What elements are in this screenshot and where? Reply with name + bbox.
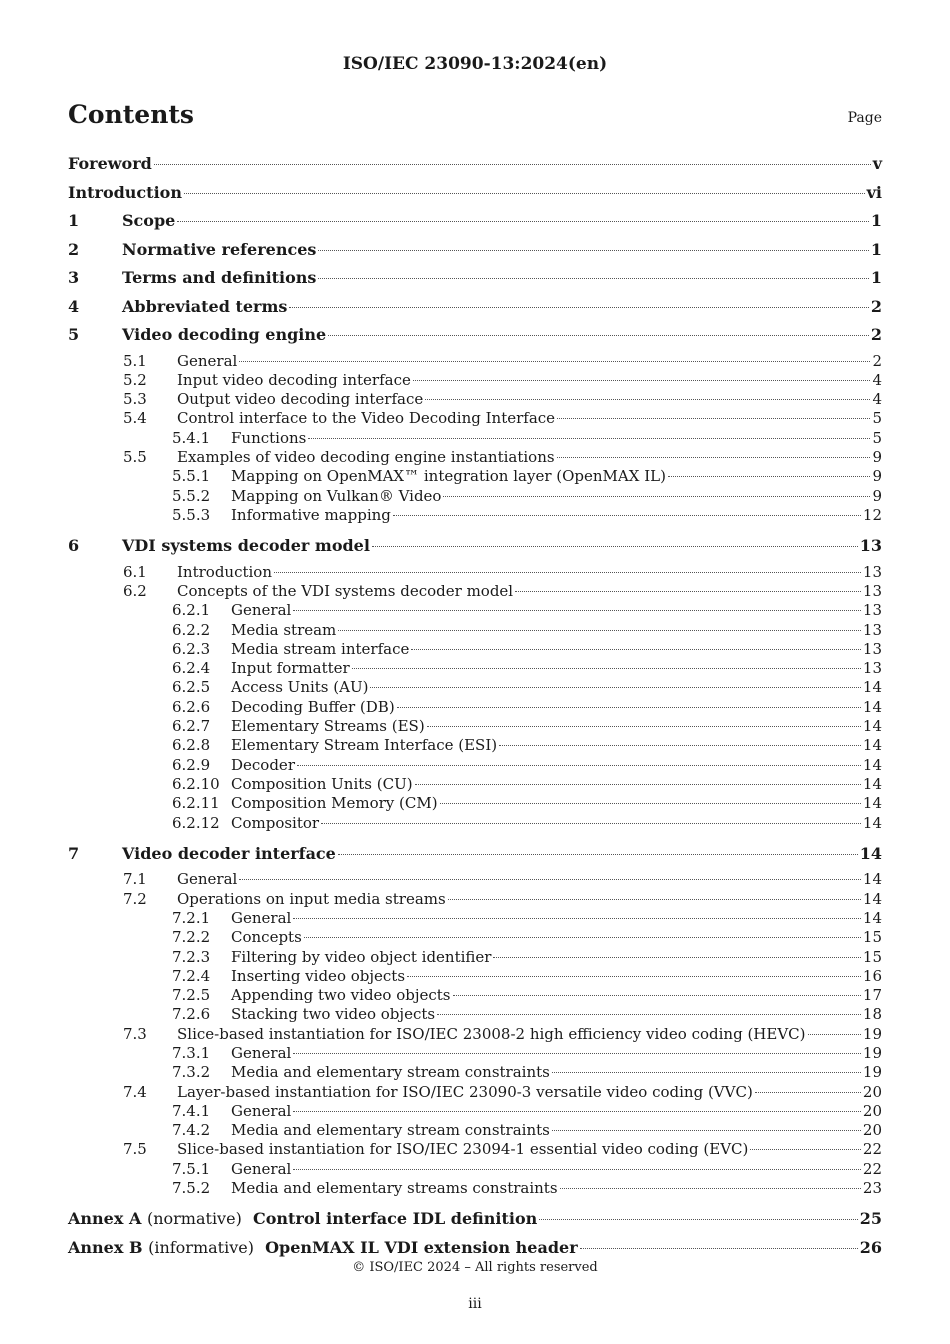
toc-entry-title: Control interface to the Video Decoding Interface xyxy=(177,409,556,428)
dot-leader xyxy=(552,1072,861,1073)
toc-entry-title: Layer-based instantiation for ISO/IEC 23090-3 versatile video coding (VVC) xyxy=(177,1082,753,1101)
toc-entry-page: 14 xyxy=(862,908,882,927)
toc-entry-title: Foreword xyxy=(68,154,152,173)
toc-entry-page: 13 xyxy=(859,536,882,556)
toc-entry[interactable] xyxy=(68,698,882,717)
toc-entry[interactable] xyxy=(68,640,882,659)
toc-entry-number: 5 xyxy=(68,325,80,344)
toc-entry-page: 20 xyxy=(862,1101,882,1120)
dot-leader xyxy=(293,1111,861,1112)
toc-entry[interactable] xyxy=(68,209,882,238)
toc-entry-page: 12 xyxy=(862,505,882,524)
toc-entry-title: Input video decoding interface xyxy=(177,370,411,389)
toc-entry-title: Informative mapping xyxy=(231,505,391,524)
dot-leader xyxy=(289,307,868,308)
dot-leader xyxy=(239,879,861,880)
toc-entry-number: 6.1 xyxy=(123,562,147,581)
toc-entry[interactable] xyxy=(68,352,882,371)
toc-entry-page: 26 xyxy=(859,1237,882,1257)
toc-entry-title: Media stream interface xyxy=(231,639,410,658)
toc-entry[interactable] xyxy=(68,814,882,833)
toc-entry[interactable] xyxy=(68,295,882,324)
page-number: iii xyxy=(468,1296,482,1312)
toc-entry-page: 13 xyxy=(862,562,882,581)
dot-leader xyxy=(352,668,861,669)
toc-entry-page: 14 xyxy=(862,736,882,755)
annex-label: Annex A xyxy=(68,1209,142,1229)
toc-entry-number: 5.5.2 xyxy=(172,486,211,505)
toc-entry-page: 16 xyxy=(862,966,882,985)
toc-entry[interactable] xyxy=(68,323,882,352)
toc-entry-number: 6.2.7 xyxy=(172,717,211,736)
toc-entry[interactable] xyxy=(68,390,882,409)
toc-entry-title: Elementary Stream Interface (ESI) xyxy=(231,736,498,755)
toc-entry[interactable] xyxy=(68,775,882,794)
toc-entry-page: 2 xyxy=(872,351,882,370)
dot-leader xyxy=(293,610,861,611)
toc-entry-title: Slice-based instantiation for ISO/IEC 23094-1 essential video coding (EVC) xyxy=(177,1140,749,1159)
toc-entry[interactable] xyxy=(68,1044,882,1063)
toc-entry-page: 19 xyxy=(862,1063,882,1082)
dot-leader xyxy=(393,515,861,516)
dot-leader xyxy=(539,1219,857,1220)
toc-entry-page: 14 xyxy=(862,697,882,716)
copyright-footer: © ISO/IEC 2024 – All rights reserved xyxy=(352,1260,598,1275)
toc-entry[interactable] xyxy=(68,1063,882,1082)
toc-entry-title: Media and elementary stream constraints xyxy=(231,1121,550,1140)
annex-title: Control interface IDL definition xyxy=(252,1209,538,1229)
annex-qualifier: (informative) xyxy=(148,1237,254,1257)
toc-entry-title: General xyxy=(231,1101,292,1120)
toc-entry[interactable] xyxy=(68,1102,882,1121)
toc-entry[interactable] xyxy=(68,1179,882,1198)
toc-entry[interactable] xyxy=(68,1207,882,1236)
dot-leader xyxy=(552,1130,861,1131)
toc-entry-page: 1 xyxy=(870,239,882,259)
toc-entry-title: Input formatter xyxy=(231,659,350,678)
dot-leader xyxy=(321,823,861,824)
dot-leader xyxy=(750,1149,861,1150)
toc-entry-page: 1 xyxy=(870,211,882,230)
toc-entry-page: 19 xyxy=(862,1044,882,1062)
toc-entry-number: 6.2.6 xyxy=(172,697,211,716)
dot-leader xyxy=(328,335,869,336)
toc-entry-title: Operations on input media streams xyxy=(177,889,446,908)
toc-entry[interactable] xyxy=(68,870,882,889)
toc-entry-page: 22 xyxy=(862,1159,882,1178)
toc-entry-title: General xyxy=(231,1159,292,1178)
dot-leader xyxy=(668,476,871,477)
toc-entry-title: Inserting video objects xyxy=(231,966,406,985)
dot-leader xyxy=(427,726,861,727)
contents-title: Contents xyxy=(68,100,195,129)
toc-entry-title: Terms and definitions xyxy=(122,268,317,287)
toc-entry-page: 14 xyxy=(862,889,882,908)
toc-gap xyxy=(68,1198,882,1207)
annex-title: OpenMAX IL VDI extension header xyxy=(265,1237,578,1257)
toc-entry-number: 6.2.5 xyxy=(172,678,211,697)
toc-entry-page: 13 xyxy=(862,639,882,658)
toc-entry-page: 5 xyxy=(872,428,882,447)
dot-leader xyxy=(755,1092,861,1093)
dot-leader xyxy=(437,1014,861,1015)
dot-leader xyxy=(318,278,868,279)
toc-entry-title: General xyxy=(231,1044,292,1062)
toc-entry-page: 15 xyxy=(862,947,882,966)
toc-entry-page: 14 xyxy=(862,870,882,889)
toc-entry[interactable] xyxy=(68,371,882,390)
toc-entry[interactable] xyxy=(68,909,882,928)
toc-entry-number: 5.3 xyxy=(123,390,147,409)
dot-leader xyxy=(448,899,861,900)
toc-entry-number: 6.2.12 xyxy=(172,813,220,832)
toc-entry[interactable] xyxy=(68,928,882,947)
toc-entry-number: 5.5.1 xyxy=(172,467,211,486)
dot-leader xyxy=(338,630,861,631)
toc-entry-number: 5.4 xyxy=(123,409,147,428)
toc-entry[interactable] xyxy=(68,534,882,563)
toc-entry-title: General xyxy=(177,351,238,370)
toc-entry-title: General xyxy=(177,870,238,889)
toc-entry-number: 3 xyxy=(68,268,80,287)
toc-entry-page: 14 xyxy=(862,813,882,832)
toc-gap xyxy=(68,833,882,842)
toc-entry-page: 20 xyxy=(862,1121,882,1140)
toc-entry-title xyxy=(68,1236,578,1260)
dot-leader xyxy=(580,1248,858,1249)
toc-entry-title: General xyxy=(231,908,292,927)
toc-entry-number: 7.2.4 xyxy=(172,966,211,985)
toc-entry-number: 6.2 xyxy=(123,581,147,600)
toc-entry-title: Decoding Buffer (DB) xyxy=(231,697,395,716)
toc-entry-page: 14 xyxy=(862,794,882,813)
toc-entry-number: 7.2.3 xyxy=(172,947,211,966)
dot-leader xyxy=(453,995,861,996)
toc-entry[interactable] xyxy=(68,152,882,181)
toc-entry-page: 18 xyxy=(862,1005,882,1024)
toc-entry-number: 5.1 xyxy=(123,351,147,370)
toc-entry-number: 7.3.1 xyxy=(172,1044,211,1062)
toc-entry-number: 7.2 xyxy=(123,889,147,908)
toc-entry-number: 6.2.8 xyxy=(172,736,211,755)
dot-leader xyxy=(297,765,861,766)
annex-qualifier: (normative) xyxy=(146,1209,242,1229)
toc-entry-page: 14 xyxy=(859,843,882,863)
toc-entry-title: VDI systems decoder model xyxy=(122,536,370,556)
toc-entry-number: 6.2.9 xyxy=(172,755,211,774)
dot-leader xyxy=(515,591,861,592)
dot-leader xyxy=(370,687,860,688)
toc-entry-page: 13 xyxy=(862,601,882,620)
toc-entry-page: 14 xyxy=(862,774,882,793)
toc-entry-title: Functions xyxy=(231,428,307,447)
toc-entry-number: 7.2.6 xyxy=(172,1005,211,1024)
toc-entry-number: 7.3.2 xyxy=(172,1063,211,1082)
dot-leader xyxy=(177,221,869,222)
toc-entry-title: Scope xyxy=(122,211,176,230)
toc-entry[interactable] xyxy=(68,1160,882,1179)
toc-entry-title: Examples of video decoding engine instantiations xyxy=(177,447,555,466)
toc-entry-page: 25 xyxy=(859,1209,882,1229)
toc-entry-title: Concepts xyxy=(231,928,302,947)
toc-entry-number: 7.1 xyxy=(123,870,147,889)
toc-entry-number: 6.2.11 xyxy=(172,794,220,813)
toc-entry-number: 6.2.2 xyxy=(172,620,211,639)
toc-entry[interactable] xyxy=(68,429,882,448)
toc-entry[interactable] xyxy=(68,467,882,486)
toc-entry[interactable] xyxy=(68,948,882,967)
toc-entry-number: 7.2.1 xyxy=(172,908,211,927)
toc-entry-number: 2 xyxy=(68,239,80,259)
dot-leader xyxy=(338,854,858,855)
page-column-label: Page xyxy=(847,110,882,126)
dot-leader xyxy=(415,784,861,785)
toc-entry-number: 6.2.10 xyxy=(172,774,220,793)
toc-entry[interactable] xyxy=(68,842,882,871)
toc-entry-title: Compositor xyxy=(231,813,320,832)
annex-label: Annex B xyxy=(68,1237,143,1257)
toc-entry-title: Introduction xyxy=(177,562,272,581)
table-of-contents xyxy=(68,152,882,1264)
toc-entry[interactable] xyxy=(68,621,882,640)
dot-leader xyxy=(154,164,871,165)
toc-entry-page: 2 xyxy=(870,296,882,316)
toc-entry-number: 7.4 xyxy=(123,1082,147,1101)
toc-entry-number: 7.5.2 xyxy=(172,1179,211,1198)
toc-entry[interactable] xyxy=(68,506,882,525)
document-id: ISO/IEC 23090-13:2024(en) xyxy=(342,54,608,74)
toc-entry-page: 2 xyxy=(870,325,882,344)
toc-entry-title: Concepts of the VDI systems decoder model xyxy=(177,581,514,600)
toc-entry[interactable] xyxy=(68,563,882,582)
toc-entry-page: 9 xyxy=(872,447,882,466)
toc-entry[interactable] xyxy=(68,582,882,601)
toc-entry-title: Filtering by video object identifier xyxy=(231,947,492,966)
toc-entry[interactable] xyxy=(68,1083,882,1102)
toc-entry[interactable] xyxy=(68,967,882,986)
toc-entry-page: 14 xyxy=(862,755,882,774)
toc-entry-title: Abbreviated terms xyxy=(122,296,288,316)
toc-entry-title: Mapping on Vulkan® Video xyxy=(231,486,442,505)
dot-leader xyxy=(808,1034,861,1035)
toc-entry-number: 7 xyxy=(68,843,80,863)
dot-leader xyxy=(411,649,861,650)
toc-entry-title: Elementary Streams (ES) xyxy=(231,717,425,736)
dot-leader xyxy=(293,1169,861,1170)
dot-leader xyxy=(293,918,861,919)
toc-entry-page: 22 xyxy=(862,1140,882,1159)
dot-leader xyxy=(557,457,871,458)
toc-entry-title: Stacking two video objects xyxy=(231,1005,436,1024)
toc-entry-page: 9 xyxy=(872,486,882,505)
dot-leader xyxy=(413,380,871,381)
toc-entry[interactable] xyxy=(68,986,882,1005)
dot-leader xyxy=(443,496,870,497)
dot-leader xyxy=(557,418,870,419)
toc-entry-page: 13 xyxy=(862,659,882,678)
dot-leader xyxy=(184,193,865,194)
toc-entry-number: 7.2.2 xyxy=(172,928,211,947)
toc-entry[interactable] xyxy=(68,238,882,267)
toc-entry[interactable] xyxy=(68,448,882,467)
toc-entry-page: 15 xyxy=(862,928,882,947)
toc-entry-page: 5 xyxy=(872,409,882,428)
toc-entry[interactable] xyxy=(68,487,882,506)
toc-entry-page: 13 xyxy=(862,620,882,639)
toc-entry-number: 5.2 xyxy=(123,370,147,389)
toc-entry-number: 5.5 xyxy=(123,447,147,466)
toc-entry-title: Access Units (AU) xyxy=(231,678,369,697)
dot-leader xyxy=(293,1053,861,1054)
toc-entry-number: 6.2.1 xyxy=(172,601,211,620)
toc-entry-number: 6.2.4 xyxy=(172,659,211,678)
toc-entry-title: Video decoder interface xyxy=(122,843,336,863)
toc-entry[interactable] xyxy=(68,601,882,620)
toc-entry-number: 7.4.1 xyxy=(172,1101,211,1120)
dot-leader xyxy=(308,438,870,439)
toc-entry-number: 5.5.3 xyxy=(172,505,211,524)
dot-leader xyxy=(239,361,870,362)
toc-entry-number: 6 xyxy=(68,536,80,556)
toc-entry[interactable] xyxy=(68,1025,882,1044)
toc-entry-number: 4 xyxy=(68,296,80,316)
toc-entry-title: Appending two video objects xyxy=(231,986,451,1005)
dot-leader xyxy=(274,572,861,573)
toc-entry[interactable] xyxy=(68,659,882,678)
toc-entry[interactable] xyxy=(68,756,882,775)
toc-entry-page: 23 xyxy=(862,1179,882,1198)
dot-leader xyxy=(560,1188,861,1189)
toc-entry-page: 20 xyxy=(862,1082,882,1101)
toc-entry-title: Video decoding engine xyxy=(122,325,327,344)
dot-leader xyxy=(304,937,861,938)
toc-entry-page: 9 xyxy=(872,467,882,486)
toc-entry-title xyxy=(68,1207,537,1231)
toc-entry-number: 7.5.1 xyxy=(172,1159,211,1178)
toc-entry-title: Composition Memory (CM) xyxy=(231,794,438,813)
toc-entry[interactable] xyxy=(68,890,882,909)
toc-entry-page: 19 xyxy=(862,1024,882,1043)
dot-leader xyxy=(397,707,861,708)
toc-entry-title: Media and elementary streams constraints xyxy=(231,1179,558,1198)
toc-entry-number: 1 xyxy=(68,211,80,230)
toc-entry[interactable] xyxy=(68,1140,882,1159)
dot-leader xyxy=(499,745,861,746)
dot-leader xyxy=(493,957,860,958)
toc-entry-title: Slice-based instantiation for ISO/IEC 23008-2 high efficiency video coding (HEVC) xyxy=(177,1024,806,1043)
dot-leader xyxy=(318,250,868,251)
toc-entry-title: Mapping on OpenMAX™ integration layer (OpenMAX IL) xyxy=(231,467,666,486)
dot-leader xyxy=(440,803,861,804)
toc-entry-title: Media and elementary stream constraints xyxy=(231,1063,550,1082)
toc-entry[interactable] xyxy=(68,181,882,210)
toc-entry-number: 7.4.2 xyxy=(172,1121,211,1140)
toc-entry-page: vi xyxy=(866,182,882,202)
toc-entry-title: Media stream xyxy=(231,620,337,639)
toc-entry-title: Normative references xyxy=(122,239,317,259)
toc-entry[interactable] xyxy=(68,794,882,813)
toc-entry-number: 6.2.3 xyxy=(172,639,211,658)
toc-entry-number: 5.4.1 xyxy=(172,428,211,447)
toc-entry[interactable] xyxy=(68,409,882,428)
dot-leader xyxy=(407,976,861,977)
toc-entry[interactable] xyxy=(68,678,882,697)
toc-entry-page: 14 xyxy=(862,678,882,697)
toc-entry-title: Composition Units (CU) xyxy=(231,774,413,793)
toc-entry-page: 4 xyxy=(872,390,882,409)
toc-entry-page: 4 xyxy=(872,370,882,389)
toc-entry[interactable] xyxy=(68,736,882,755)
dot-leader xyxy=(372,546,858,547)
toc-entry-page: 1 xyxy=(870,268,882,287)
toc-entry-page: 17 xyxy=(862,986,882,1005)
toc-entry-title: Introduction xyxy=(68,182,182,202)
toc-entry-page: 14 xyxy=(862,717,882,736)
toc-entry-number: 7.3 xyxy=(123,1024,147,1043)
toc-entry-title: Output video decoding interface xyxy=(177,390,424,409)
dot-leader xyxy=(425,399,870,400)
toc-entry-title: General xyxy=(231,601,292,620)
toc-entry-page: 13 xyxy=(862,581,882,600)
toc-entry-number: 7.5 xyxy=(123,1140,147,1159)
toc-gap xyxy=(68,525,882,534)
toc-entry-number: 7.2.5 xyxy=(172,986,211,1005)
toc-entry-page: v xyxy=(872,154,882,173)
toc-entry[interactable] xyxy=(68,1005,882,1024)
toc-entry[interactable] xyxy=(68,266,882,295)
toc-entry-title: Decoder xyxy=(231,755,295,774)
toc-entry[interactable] xyxy=(68,717,882,736)
toc-entry[interactable] xyxy=(68,1121,882,1140)
